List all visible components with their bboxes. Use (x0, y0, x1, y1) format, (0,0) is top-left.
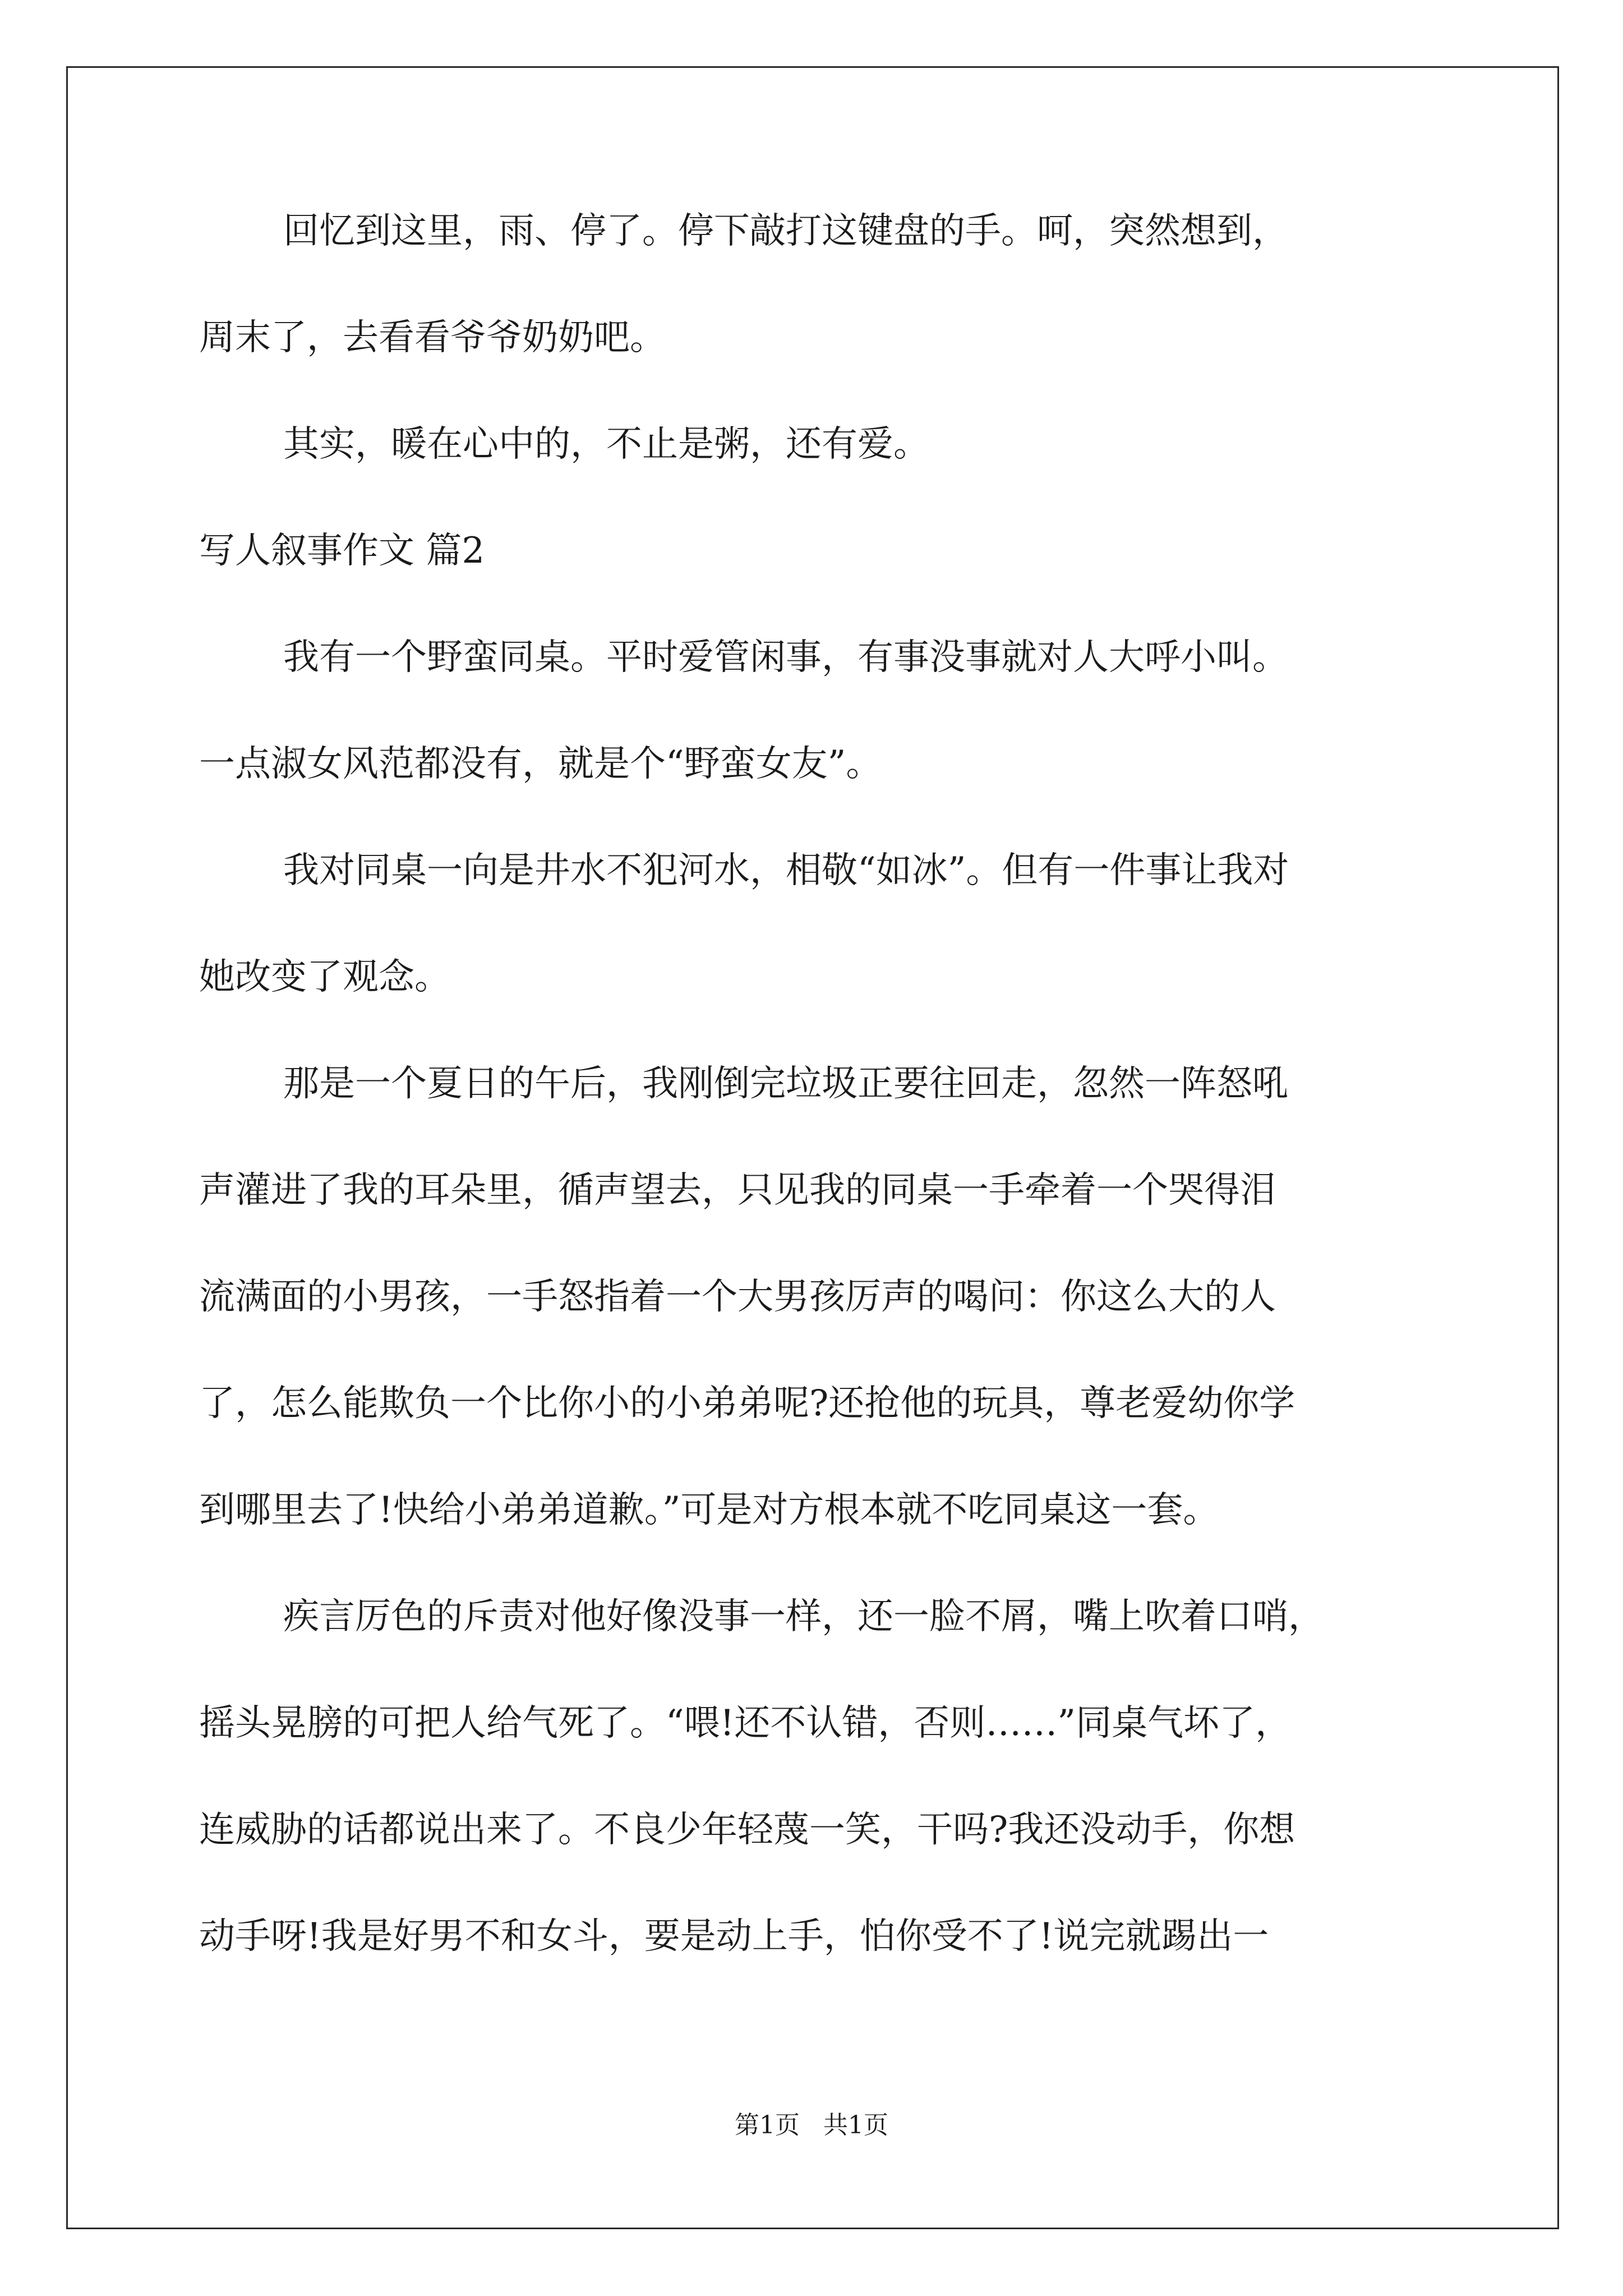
text-line: 一点淑女风范都没有，就是个“野蛮女友”。 (199, 743, 882, 785)
text-line: 我有一个野蛮同桌。平时爱管闲事，有事没事就对人大呼小叫。 (283, 637, 1288, 678)
text-line: 声灌进了我的耳朵里，循声望去，只见我的同桌一手牵着一个哭得泪 (199, 1170, 1276, 1211)
text-line: 疾言厉色的斥责对他好像没事一样，还一脸不屑，嘴上吹着口哨， (283, 1596, 1324, 1637)
text-line: 她改变了观念。 (199, 956, 450, 998)
text-line: 连威胁的话都说出来了。不良少年轻蔑一笑，干吗?我还没动手，你想 (199, 1809, 1295, 1851)
text-line: 回忆到这里，雨、停了。停下敲打这键盘的手。呵，突然想到， (283, 210, 1288, 252)
page-number-current: 第1页 (735, 2111, 800, 2139)
text-line: 摇头晃膀的可把人给气死了。“喂!还不认错，否则……”同桌气坏了， (199, 1703, 1292, 1744)
text-line: 周末了，去看看爷爷奶奶吧。 (199, 317, 666, 358)
text-line: 到哪里去了!快给小弟弟道歉。”可是对方根本就不吃同桌这一套。 (199, 1489, 1219, 1531)
page-frame (66, 66, 1559, 2229)
section-heading: 写人叙事作文 篇2 (199, 530, 485, 572)
text-line: 流满面的小男孩，一手怒指着一个大男孩厉声的喝问：你这么大的人 (199, 1276, 1276, 1318)
text-line: 其实，暖在心中的，不止是粥，还有爱。 (283, 424, 929, 465)
page-number-total: 共1页 (823, 2111, 888, 2139)
text-line: 了，怎么能欺负一个比你小的小弟弟呢?还抢他的玩具，尊老爱幼你学 (199, 1383, 1295, 1424)
page-footer (0, 2111, 1623, 2139)
text-line: 那是一个夏日的午后，我刚倒完垃圾正要往回走，忽然一阵怒吼 (283, 1063, 1288, 1105)
text-line: 我对同桌一向是井水不犯河水，相敬“如冰”。但有一件事让我对 (283, 850, 1289, 891)
text-line: 动手呀!我是好男不和女斗，要是动上手，怕你受不了!说完就踢出一 (199, 1916, 1269, 1957)
